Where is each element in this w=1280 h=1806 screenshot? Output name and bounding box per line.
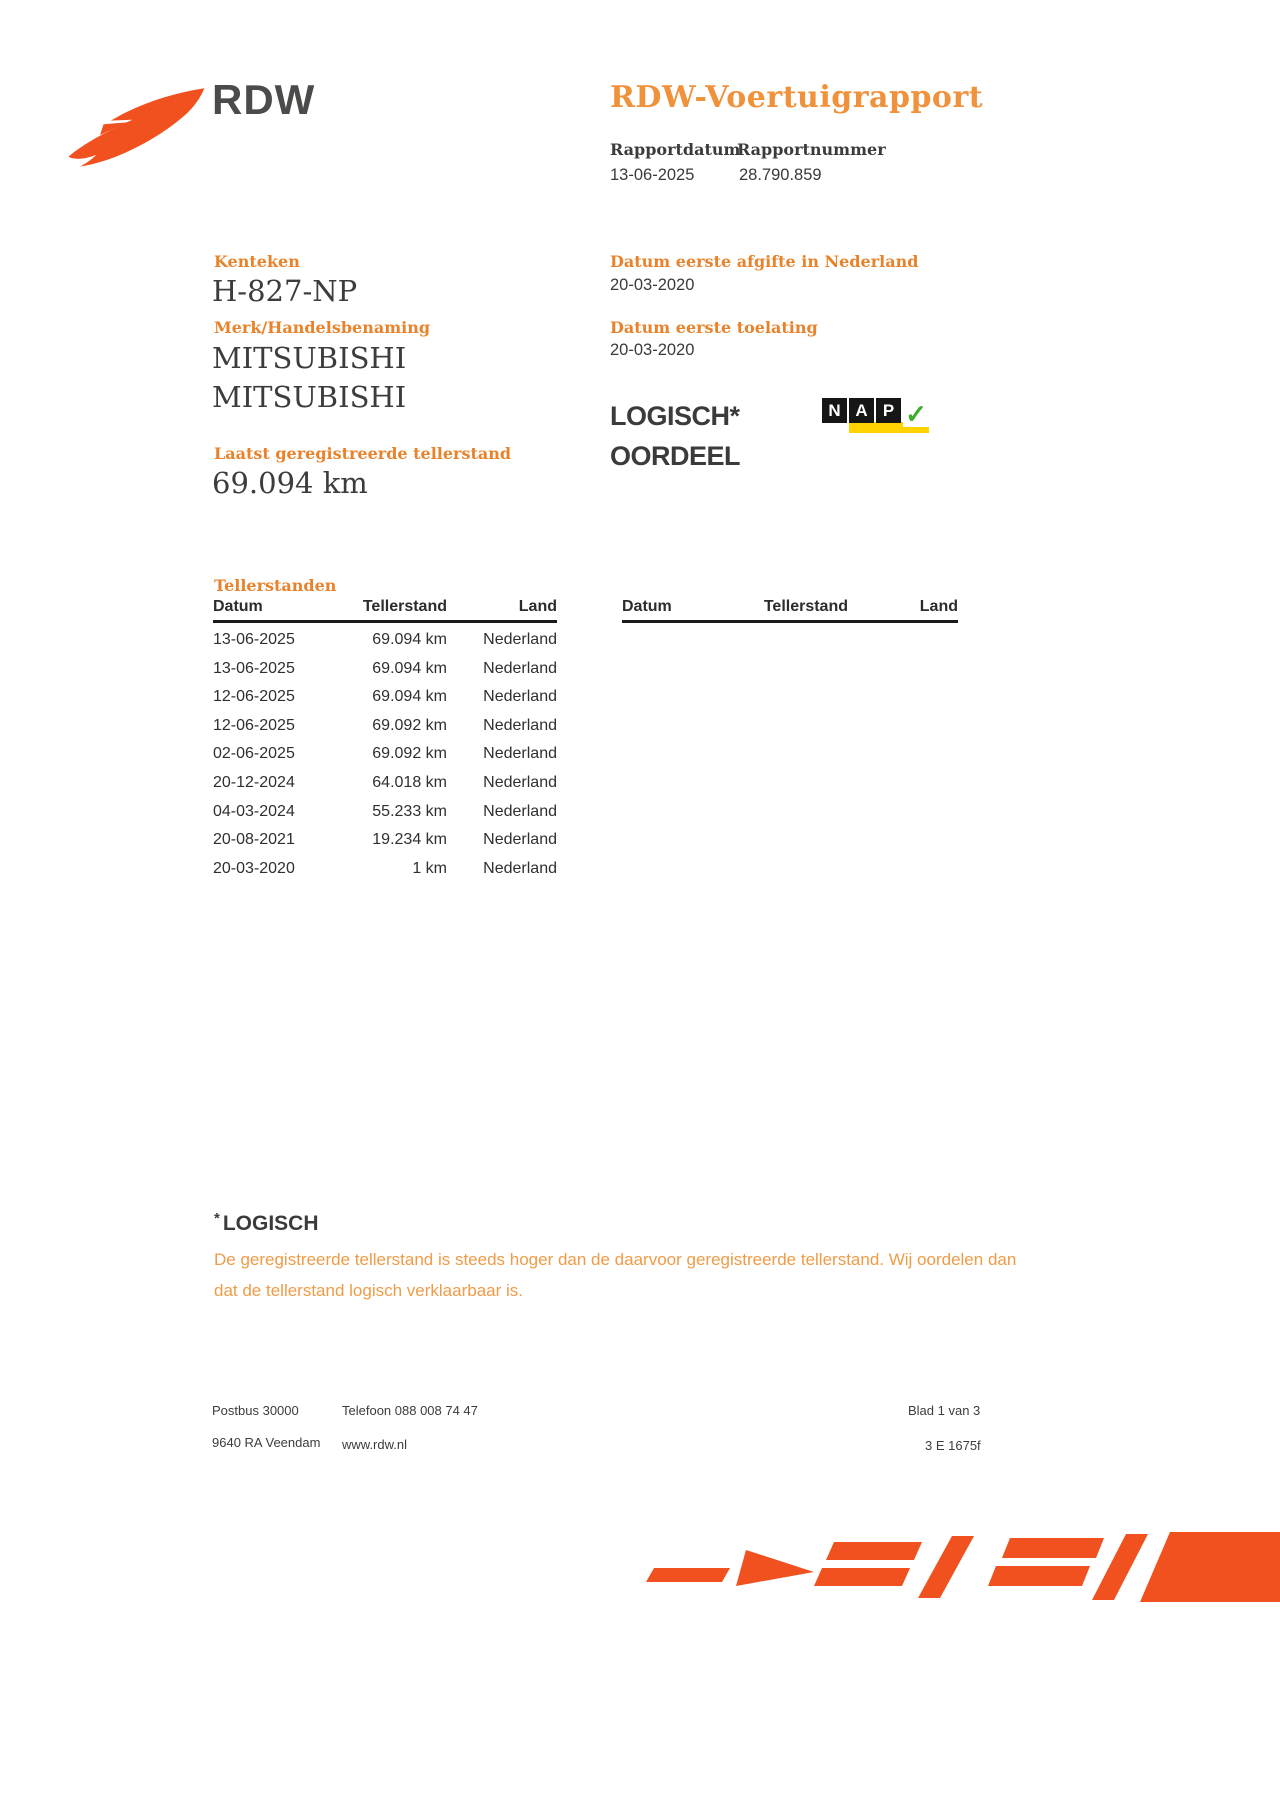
tellerstanden-table-empty [622, 598, 958, 623]
merk-label: Merk/Handelsbenaming [214, 318, 431, 337]
nap-letter-n: N [822, 398, 847, 423]
table-row [213, 798, 557, 827]
kenteken-label: Kenteken [214, 252, 300, 271]
cell-datum: 04-03-2024 [213, 802, 295, 820]
cell-land: Nederland [483, 716, 557, 734]
footer-adres: 9640 RA Veendam [212, 1435, 321, 1450]
footer-formuliercode: 3 E 1675f [925, 1438, 981, 1453]
merk-value-line2: MITSUBISHI [212, 380, 407, 414]
oordeel-line1: LOGISCH* [610, 401, 740, 431]
rdw-feather-icon [64, 80, 208, 172]
footer-blad: Blad 1 van 3 [908, 1403, 981, 1418]
cell-tellerstand: 1 km [412, 859, 447, 877]
cell-land: Nederland [483, 802, 557, 820]
cell-datum: 20-12-2024 [213, 773, 295, 791]
cell-tellerstand: 69.092 km [372, 745, 447, 763]
cell-tellerstand: 69.092 km [372, 716, 447, 734]
toelating-label: Datum eerste toelating [610, 318, 818, 337]
table-row [213, 826, 557, 855]
cell-datum: 13-06-2025 [213, 659, 295, 677]
cell-tellerstand: 55.233 km [372, 802, 447, 820]
col-header-datum: Datum [213, 598, 263, 615]
cell-datum: 12-06-2025 [213, 716, 295, 734]
tellerstand-value: 69.094 km [212, 466, 368, 500]
cell-datum: 13-06-2025 [213, 631, 295, 648]
tellerstanden-table2-header [622, 598, 958, 623]
merk-value-line1: MITSUBISHI [212, 341, 407, 375]
tellerstanden-section-label: Tellerstanden [214, 576, 337, 595]
kenteken-value: H-827-NP [212, 274, 358, 308]
cell-datum: 20-03-2020 [213, 859, 295, 877]
cell-land: Nederland [483, 688, 557, 706]
rdw-logo-text: RDW [212, 76, 316, 123]
cell-land: Nederland [483, 831, 557, 849]
cell-land: Nederland [483, 745, 557, 763]
rapportnummer-value: 28.790.859 [739, 166, 822, 184]
logisch-heading [214, 1210, 319, 1236]
cell-tellerstand: 69.094 km [372, 659, 447, 677]
table-row [213, 626, 557, 655]
cell-tellerstand: 69.094 km [372, 631, 447, 648]
table-row [213, 769, 557, 798]
cell-land: Nederland [483, 659, 557, 677]
afgifte-label: Datum eerste afgifte in Nederland [610, 252, 919, 271]
oordeel-line2: OORDEEL [610, 441, 741, 471]
tellerstanden-table-header [213, 598, 557, 623]
tellerstanden-table [213, 598, 557, 883]
col-header-tellerstand: Tellerstand [362, 598, 447, 615]
table-row [213, 740, 557, 769]
nap-letter-p: P [876, 398, 901, 423]
table-row [213, 855, 557, 884]
footer-website: www.rdw.nl [342, 1437, 408, 1452]
col-header-tellerstand: Tellerstand [763, 598, 848, 615]
tellerstanden-table-body [213, 623, 557, 883]
rapportdatum-value: 13-06-2025 [610, 166, 695, 184]
report-title: RDW-Voertuigrapport [610, 80, 984, 115]
footer-telefoon: Telefoon 088 008 74 47 [342, 1403, 478, 1418]
nap-logo [822, 398, 942, 442]
cell-land: Nederland [483, 631, 557, 648]
table-row [213, 683, 557, 712]
footer-graphic [618, 1528, 1280, 1608]
col-header-datum: Datum [622, 598, 672, 615]
toelating-value: 20-03-2020 [610, 341, 695, 359]
footer-postbus: Postbus 30000 [212, 1403, 299, 1418]
rapportnummer-label: Rapportnummer [737, 140, 886, 159]
logisch-asterisk: * [214, 1210, 220, 1227]
cell-tellerstand: 64.018 km [372, 773, 447, 791]
cell-land: Nederland [483, 859, 557, 877]
logisch-explanation-text: De geregistreerde tellerstand is steeds hoger dan de daarvoor geregistreerde tellerstand. Wij oordelen dan dat de tellerstand logisch verklaarbaar is. [214, 1250, 1017, 1300]
nap-check-icon: ✓ [903, 401, 929, 427]
cell-tellerstand: 19.234 km [372, 831, 447, 849]
table-row [213, 655, 557, 684]
cell-datum: 02-06-2025 [213, 745, 295, 763]
col-header-land: Land [518, 598, 557, 615]
cell-land: Nederland [483, 773, 557, 791]
cell-datum: 20-08-2021 [213, 831, 295, 849]
rapportdatum-label: Rapportdatum [610, 140, 741, 159]
afgifte-value: 20-03-2020 [610, 276, 695, 294]
tellerstand-label: Laatst geregistreerde tellerstand [214, 444, 512, 463]
cell-tellerstand: 69.094 km [372, 688, 447, 706]
col-header-land: Land [919, 598, 958, 615]
oordeel-text [610, 396, 740, 476]
logisch-heading-text: LOGISCH [222, 1212, 319, 1235]
table-row [213, 712, 557, 741]
cell-datum: 12-06-2025 [213, 688, 295, 706]
nap-letter-a: A [849, 398, 874, 423]
